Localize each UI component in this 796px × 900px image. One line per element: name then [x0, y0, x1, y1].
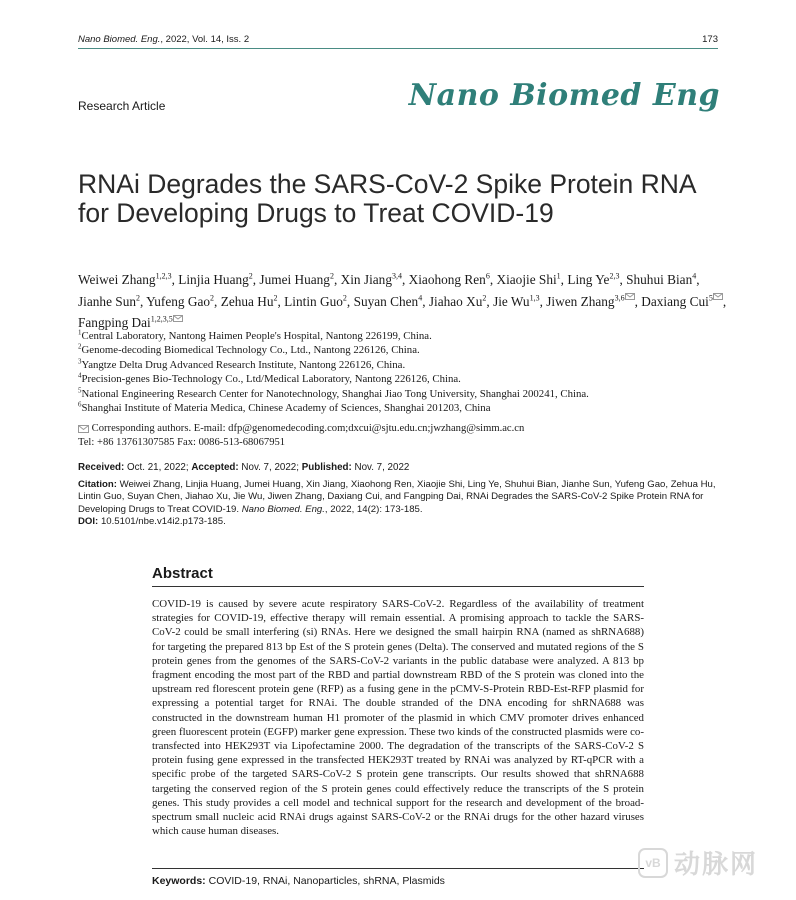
- author-affiliation: 2: [210, 293, 215, 303]
- citation-text: Weiwei Zhang, Linjia Huang, Jumei Huang, Xin Jiang, Xiaohong Ren, Xiaojie Shi, Ling Ye, Shuhui Bian, Jianhe Sun, Yufeng Gao, Zehua Hu, Lintin Guo, Suyan Chen, Jiahao Xu, Jie Wu, Jiwen Zhang, Daxiang Cui, and Fangping Dai, RNAi Degrades the SARS-CoV-2 Spike Protein RNA for Developing Drugs to Treat COVID-19.: [78, 479, 716, 515]
- received-label: Received:: [78, 462, 125, 473]
- author-name: Daxiang Cui: [641, 293, 709, 309]
- citation-tail: , 2022, 14(2): 173-185.: [324, 503, 423, 515]
- author-name: Jianhe Sun: [78, 293, 136, 309]
- author-affiliation: 1,2,3: [155, 271, 172, 281]
- affiliation-text: Yangtze Delta Drug Advanced Research Institute, Nantong 226126, China.: [81, 358, 406, 371]
- affiliation-list: [78, 329, 728, 415]
- keywords-label: Keywords:: [152, 875, 206, 887]
- affiliation-text: Genome-decoding Biomedical Technology Co., Ltd., Nantong 226126, China.: [81, 344, 420, 357]
- citation-block: [78, 479, 723, 529]
- affiliation-text: Shanghai Institute of Materia Medica, Chinese Academy of Sciences, Shanghai 201203, China: [81, 402, 491, 415]
- author-affiliation: 5: [708, 293, 713, 303]
- author-name: Xiaojie Shi: [496, 272, 557, 287]
- affiliation-number: 5: [78, 386, 82, 395]
- author-name: Jiwen Zhang: [546, 293, 615, 309]
- affiliation-text: National Engineering Research Center for Nanotechnology, Shanghai Jiao Tong University, Shanghai 200241, China.: [81, 387, 589, 400]
- envelope-icon: [173, 315, 183, 322]
- author-name: Xiaohong Ren: [408, 272, 486, 287]
- author-name: Weiwei Zhang: [78, 272, 156, 287]
- affiliation-number: 4: [78, 371, 82, 380]
- author-name: Jie Wu: [493, 293, 530, 309]
- author-affiliation: 2: [248, 271, 253, 281]
- author-name: Lintin Guo: [284, 293, 343, 309]
- author-affiliation: 4: [692, 271, 697, 281]
- article-type: Research Article: [78, 99, 166, 113]
- citation-label: Citation:: [78, 479, 117, 490]
- author-name: Fangping Dai: [78, 315, 151, 330]
- affiliation-line: [78, 358, 728, 372]
- abstract-heading: Abstract: [152, 565, 213, 582]
- author-affiliation: 1: [556, 271, 561, 281]
- published-label: Published:: [301, 462, 352, 473]
- received-date: Oct. 21, 2022;: [127, 462, 189, 473]
- author-affiliation: 4: [418, 293, 423, 303]
- author-affiliation: 3,4: [391, 271, 402, 281]
- accepted-label: Accepted:: [191, 462, 239, 473]
- author-name: Ling Ye: [567, 272, 610, 287]
- author-affiliation: 2: [273, 293, 278, 303]
- author-name: Xin Jiang: [340, 272, 392, 287]
- author-name: Zehua Hu: [220, 293, 274, 309]
- author-name: Jumei Huang: [259, 272, 330, 287]
- keywords-text: COVID-19, RNAi, Nanoparticles, shRNA, Plasmids: [208, 875, 445, 887]
- author-name: Linjia Huang: [178, 272, 249, 287]
- page-number: 173: [702, 34, 718, 45]
- affiliation-line: [78, 372, 728, 386]
- author-name: Jiahao Xu: [428, 293, 483, 309]
- corresponding-email-line: [78, 422, 728, 436]
- corresponding-info: [78, 422, 728, 450]
- header-rule: [78, 48, 718, 49]
- accepted-date: Nov. 7, 2022;: [241, 462, 299, 473]
- keywords: [152, 875, 644, 887]
- envelope-icon: [78, 425, 89, 433]
- doi-label: DOI:: [78, 516, 99, 528]
- affiliation-line: [78, 343, 728, 357]
- watermark-logo-icon: vB: [638, 848, 668, 878]
- author-affiliation: 2,3: [609, 271, 620, 281]
- author-name: Yufeng Gao: [146, 293, 211, 309]
- affiliation-line: [78, 401, 728, 415]
- affiliation-line: [78, 387, 728, 401]
- affiliation-line: [78, 329, 728, 343]
- author-affiliation: 2: [136, 293, 140, 303]
- affiliation-number: 3: [78, 357, 82, 366]
- affiliation-text: Precision-genes Bio-Technology Co., Ltd/Medical Laboratory, Nantong 226126, China.: [81, 373, 461, 386]
- affiliation-number: 2: [78, 342, 82, 351]
- running-head: [78, 34, 718, 45]
- journal-logo: Nano Biomed Eng: [408, 78, 720, 113]
- published-date: Nov. 7, 2022: [354, 462, 410, 473]
- keywords-rule: [152, 868, 644, 869]
- author-affiliation: 3,6: [614, 293, 625, 303]
- paper-title: RNAi Degrades the SARS-CoV-2 Spike Protein RNA for Developing Drugs to Treat COVID-19: [78, 169, 696, 228]
- author-affiliation: 6: [485, 271, 490, 281]
- doi-link[interactable]: 10.5101/nbe.v14i2.p173-185.: [100, 516, 226, 528]
- author-affiliation: 2: [329, 271, 334, 281]
- watermark-text: 动脉网: [674, 849, 759, 879]
- affiliation-number: 1: [78, 328, 82, 337]
- volume-line: , 2022, Vol. 14, Iss. 2: [160, 34, 250, 45]
- author-affiliation: 2: [482, 293, 487, 303]
- envelope-icon: [713, 293, 723, 300]
- citation-journal: Nano Biomed. Eng.: [241, 503, 325, 515]
- author-affiliation: 1,2,3,5: [150, 314, 173, 324]
- affiliation-number: 6: [78, 400, 82, 409]
- watermark: [638, 844, 758, 881]
- corresponding-email[interactable]: Corresponding authors. E-mail: dfp@genomedecoding.com;dxcui@sjtu.edu.cn;jwzhang@simm.ac.cn: [91, 423, 525, 434]
- publication-dates: [78, 462, 409, 473]
- author-affiliation: 1,3: [529, 293, 540, 303]
- abstract-rule: [152, 586, 644, 587]
- author-list: Weiwei Zhang$^{1,2,3}$, Linjia Huang$^2$, Jumei Huang$^2$, Xin Jiang$^{3,4}$, Xiaohong Ren$^6$, Xiaojie Shi$^1$, Ling Ye$^{2,3}$, Shuhui Bian$^4$, Jianhe Sun$^2$, Yufeng Gao$^2$, Zehua Hu$^2$, Lintin Guo$^2$, Suyan Chen$^4$, Jiahao Xu$^2$, Jie Wu$^{1,3}$, Jiwen Zhang$^{3,6}$ , Daxiang Cui$^5$ , Fangping Dai$^{1,2,3,5}$: [78, 271, 727, 330]
- abstract-body: COVID-19 is caused by severe acute respiratory SARS-CoV-2. Regardless of the availability of treatment strategies for COVID-19, effective therapy will remain essential. A promising approach to tackle the SARS-CoV-2 could be small interfering (si) RNAs. Here we designed the small hairpin RNA (named as shRNA688) for targeting the prepared 813 bp Est of the S protein genes (Delta). The conserved and mutated regions of the S protein genes from the genomes of the SARS-CoV-2 variants in the public database were analyzed. A 813 bp fragment encoding the most part of the RBD and partial downstream RBD of the S protein was cloned into the upstream red florescent protein gene (RFP) as a fusing gene in the pCMV-S-Protein RBD-Est-RFP plasmid for expressing a potential target for RNAi. The double stranded of the DNA encoding for shRNA688 was constructed in the downstream human H1 promoter of the plasmid in which CMV promoter drives enhanced green fluorescent protein (EGFP) marker gene expression. These two kinds of the constructed plasmids were co-transfected into HEK293T via Lipofectamine 2000. The degradation of the transcripts of the SARS-CoV-2 S protein fusing gene expressed in the transfected HEK293T treated by RNAi was analyzed by RT-qPCR with a specific probe of the targeted SARS-CoV-2 S protein gene transcripts. Our results showed that shRNA688 targeting the conserved region of the S protein genes could effectively reduce the transcripts of the S protein genes. This study provides a cell model and technical support for the research and development of the broad-spectrum small nucleic acid RNAi drugs against SARS-CoV-2 or the RNAi drugs for the other hazard viruses which cause human diseases.: [152, 598, 644, 838]
- affiliation-text: Central Laboratory, Nantong Haimen People's Hospital, Nantong 226199, China.: [81, 330, 432, 342]
- author-name: Suyan Chen: [353, 293, 419, 309]
- journal-short: Nano Biomed. Eng.: [78, 34, 161, 45]
- author-name: Shuhui Bian: [626, 272, 693, 287]
- corresponding-phone: Tel: +86 13761307585 Fax: 0086-513-68067951: [78, 437, 286, 448]
- author-affiliation: 2: [342, 293, 347, 303]
- envelope-icon: [625, 293, 635, 300]
